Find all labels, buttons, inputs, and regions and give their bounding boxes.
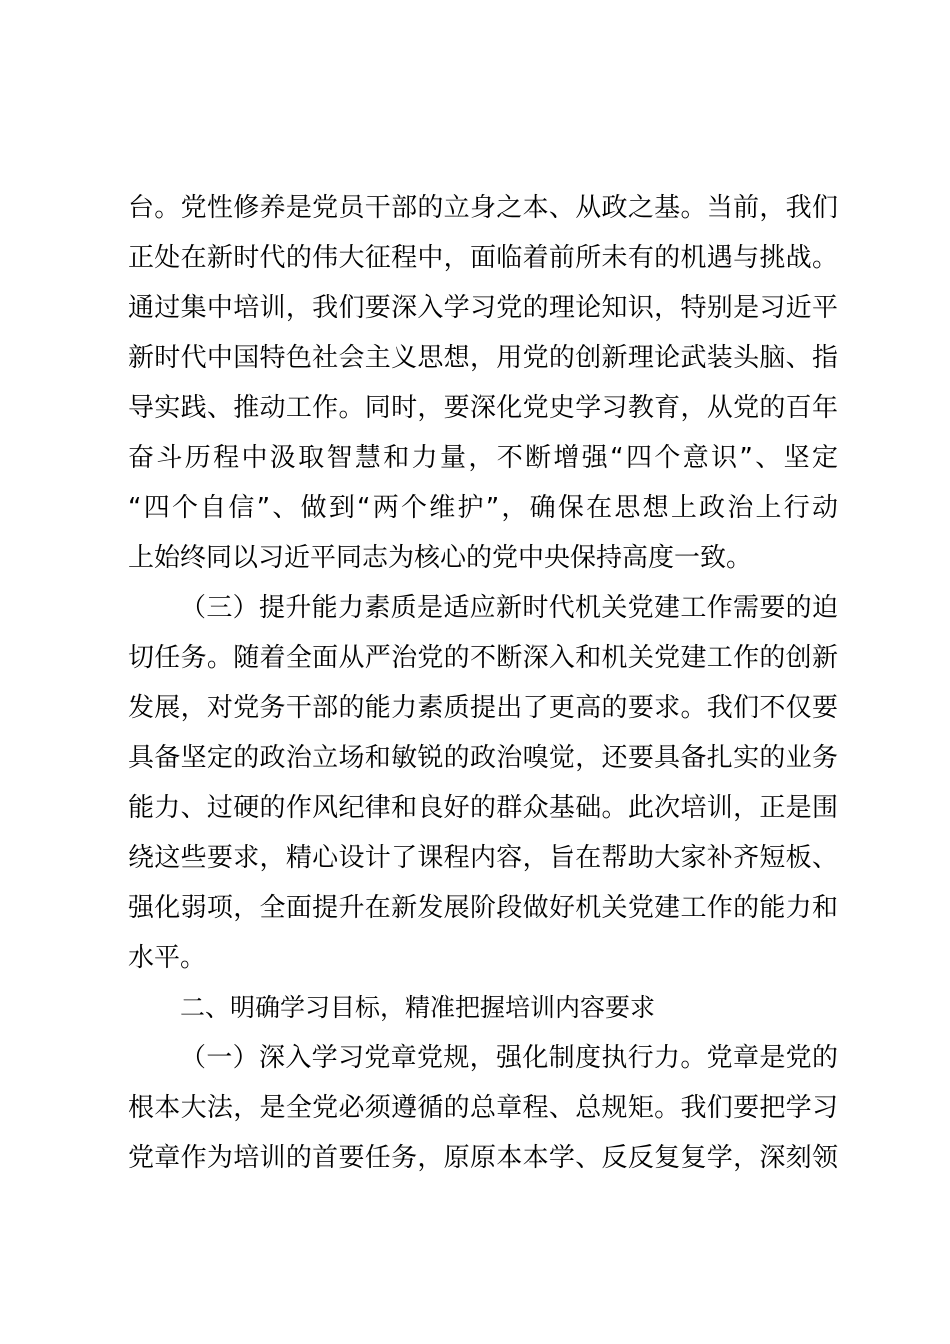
text-line: 能力、过硬的作风纪律和良好的群众基础。此次培训，正是围 bbox=[128, 793, 838, 823]
text-line: （一）深入学习党章党规，强化制度执行力。党章是党的 bbox=[180, 1043, 838, 1073]
text-line: 根本大法，是全党必须遵循的总章程、总规矩。我们要把学习 bbox=[128, 1093, 838, 1123]
document-body bbox=[128, 183, 838, 1183]
text-line: 水平。 bbox=[128, 943, 207, 973]
text-line: 奋斗历程中汲取智慧和力量，不断增强“四个意识”、坚定 bbox=[128, 443, 838, 473]
text-line: “四个自信”、做到“两个维护”，确保在思想上政治上行动 bbox=[128, 493, 838, 523]
text-line: 强化弱项，全面提升在新发展阶段做好机关党建工作的能力和 bbox=[128, 893, 838, 923]
text-line: （三）提升能力素质是适应新时代机关党建工作需要的迫 bbox=[180, 593, 838, 623]
text-line: 党章作为培训的首要任务，原原本本学、反反复复学，深刻领 bbox=[128, 1143, 838, 1173]
text-line: 新时代中国特色社会主义思想，用党的创新理论武装头脑、指 bbox=[128, 343, 838, 373]
paragraph-block-1 bbox=[128, 183, 838, 983]
text-line: 具备坚定的政治立场和敏锐的政治嗅觉，还要具备扎实的业务 bbox=[128, 743, 838, 773]
text-line: 切任务。随着全面从严治党的不断深入和机关党建工作的创新 bbox=[128, 643, 838, 673]
text-line: 上始终同以习近平同志为核心的党中央保持高度一致。 bbox=[128, 543, 753, 573]
text-line: 导实践、推动工作。同时，要深化党史学习教育，从党的百年 bbox=[128, 393, 838, 423]
section-heading: 二、明确学习目标，精准把握培训内容要求 bbox=[180, 993, 656, 1022]
text-line: 通过集中培训，我们要深入学习党的理论知识，特别是习近平 bbox=[128, 293, 838, 323]
paragraph-block-2 bbox=[128, 1033, 838, 1183]
text-line: 发展，对党务干部的能力素质提出了更高的要求。我们不仅要 bbox=[128, 693, 838, 723]
text-line: 绕这些要求，精心设计了课程内容，旨在帮助大家补齐短板、 bbox=[128, 843, 838, 873]
text-line: 台。党性修养是党员干部的立身之本、从政之基。当前，我们 bbox=[128, 193, 838, 223]
text-line: 正处在新时代的伟大征程中，面临着前所未有的机遇与挑战。 bbox=[128, 243, 838, 273]
